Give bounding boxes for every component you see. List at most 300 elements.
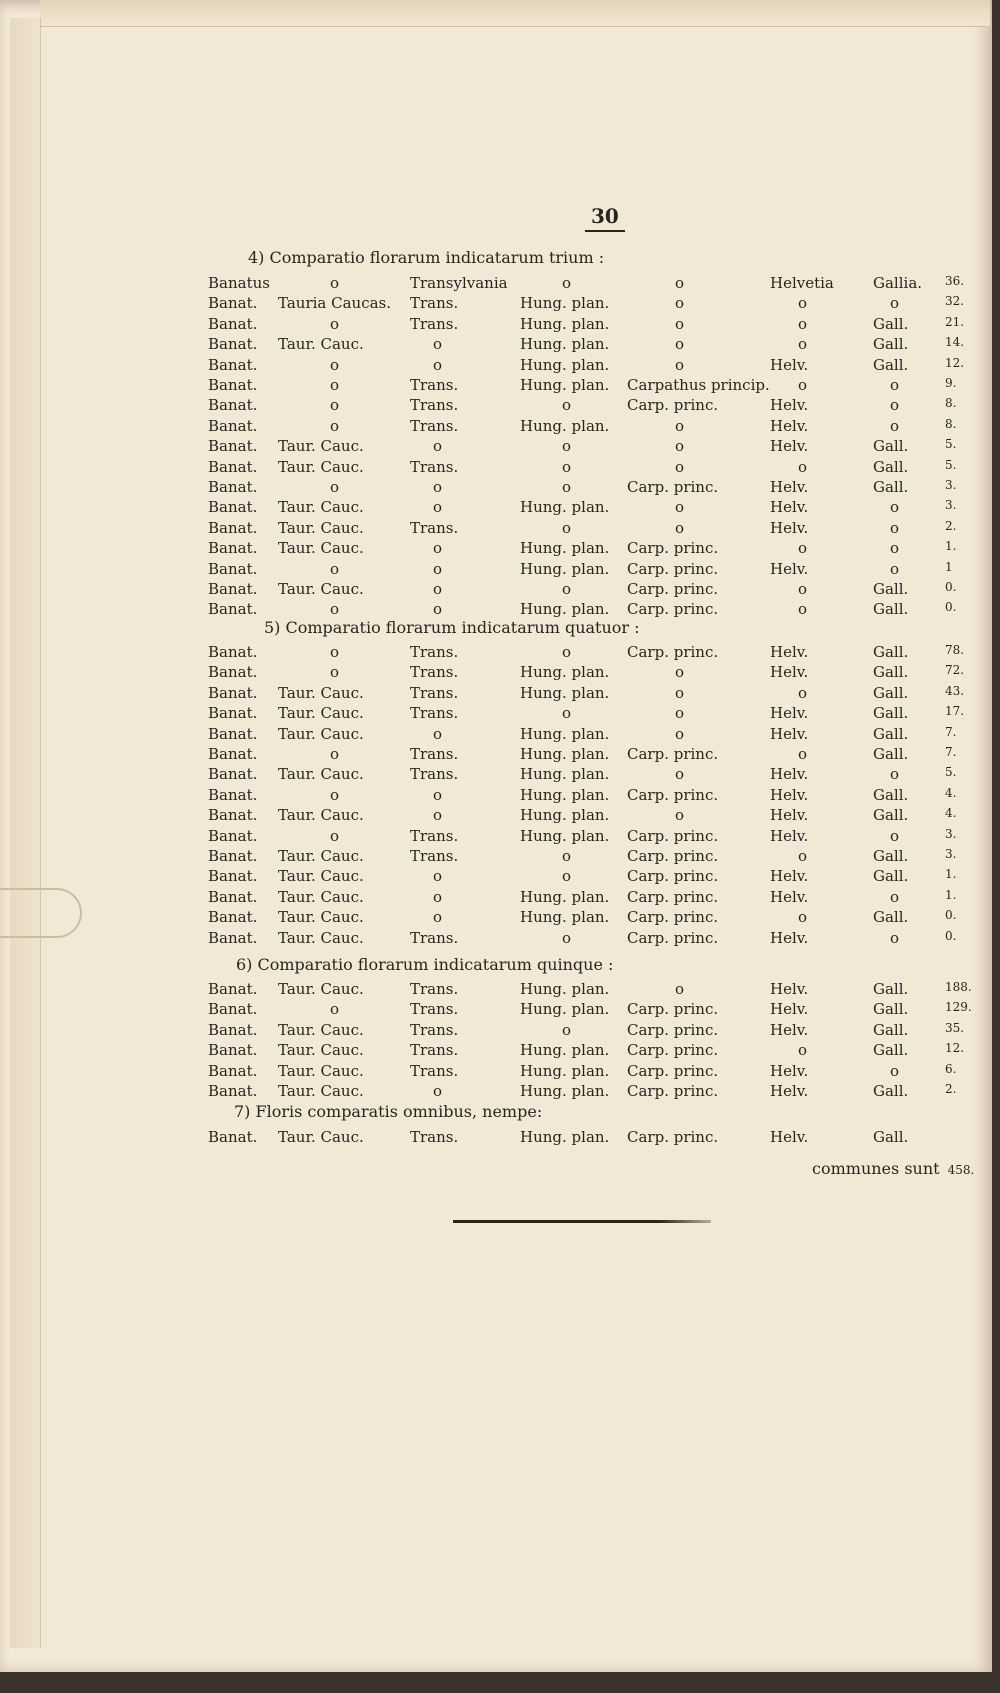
flora-cell: o	[675, 518, 685, 537]
flora-cell: Banat.	[208, 663, 258, 682]
flora-cell: Banat.	[208, 867, 258, 886]
count-cell: 12.	[945, 1041, 965, 1056]
flora-cell: Gall.	[873, 847, 909, 865]
table-row	[0, 356, 1000, 376]
table-row	[0, 294, 1000, 314]
flora-cell: Banat.	[208, 1020, 258, 1039]
flora-cell: o	[330, 600, 340, 619]
table-row	[0, 980, 1000, 1000]
flora-cell: Banat.	[208, 355, 258, 374]
flora-cell: Hung. plan.	[520, 785, 610, 804]
count-cell: 4.	[945, 806, 957, 821]
flora-cell: Trans.	[410, 826, 459, 845]
total-value: 458.	[947, 1163, 975, 1177]
table-row	[0, 1021, 1000, 1041]
table-row	[0, 786, 1000, 806]
flora-cell: o	[798, 908, 808, 927]
flora-cell: o	[675, 294, 685, 313]
flora-cell: Carp. princ.	[627, 1041, 719, 1060]
flora-cell: Trans.	[410, 683, 459, 702]
flora-cell: Hung. plan.	[520, 683, 610, 702]
count-cell: 43.	[945, 683, 965, 698]
flora-cell: Hung. plan.	[520, 663, 610, 682]
flora-cell: Trans.	[410, 704, 459, 723]
table-row	[0, 847, 1000, 867]
flora-cell: Carp. princ.	[627, 559, 719, 578]
flora-cell: Gall.	[873, 806, 909, 825]
flora-cell: Trans.	[410, 765, 459, 784]
count-cell: 2.	[945, 1082, 957, 1096]
flora-cell: Banat.	[208, 887, 258, 906]
flora-cell: Taur. Cauc.	[278, 1082, 364, 1100]
flora-cell: Taur. Cauc.	[278, 1041, 364, 1060]
flora-cell: Hung. plan.	[520, 887, 610, 906]
flora-cell: o	[890, 826, 900, 845]
flora-cell: Hung. plan.	[520, 355, 610, 374]
count-cell: 3.	[945, 826, 957, 841]
flora-cell: Trans.	[410, 663, 459, 682]
count-cell: 5.	[945, 765, 957, 780]
table-row	[0, 888, 1000, 908]
flora-cell: o	[433, 785, 443, 804]
count-cell: 36.	[945, 274, 965, 288]
flora-cell: o	[890, 928, 900, 947]
flora-cell: o	[562, 580, 572, 598]
flora-cell: Taur. Cauc.	[278, 908, 364, 927]
count-cell: 1	[945, 559, 953, 574]
flora-cell: o	[330, 1000, 340, 1019]
flora-cell: Gall.	[873, 683, 909, 702]
flora-cell: o	[330, 314, 340, 333]
count-cell: 12.	[945, 355, 965, 370]
table-row	[0, 867, 1000, 887]
flora-cell: Banat.	[208, 683, 258, 702]
flora-cell: o	[675, 724, 685, 743]
flora-cell: Carp. princ.	[627, 580, 719, 598]
count-cell: 21.	[945, 314, 965, 329]
flora-cell: Trans.	[410, 1041, 459, 1060]
flora-cell: Hung. plan.	[520, 1128, 610, 1146]
flora-cell: Carpathus princip.	[627, 376, 770, 394]
flora-cell: Banat.	[208, 437, 258, 456]
flora-cell: Banat.	[208, 847, 258, 865]
flora-cell: Trans.	[410, 980, 459, 998]
flora-cell: o	[562, 396, 572, 415]
flora-cell: o	[890, 294, 900, 313]
flora-cell: Gall.	[873, 724, 909, 743]
flora-cell: Hung. plan.	[520, 559, 610, 578]
flora-cell: o	[562, 437, 572, 456]
flora-cell: o	[798, 580, 808, 598]
table-row	[0, 417, 1000, 437]
table-row	[0, 663, 1000, 683]
flora-cell: Helv.	[770, 559, 809, 578]
flora-cell: o	[562, 847, 572, 865]
flora-cell: o	[433, 806, 443, 825]
flora-cell: Carp. princ.	[627, 847, 719, 865]
count-cell: 0.	[945, 600, 957, 615]
flora-cell: o	[675, 765, 685, 784]
table-row	[0, 560, 1000, 580]
count-cell: 78.	[945, 643, 965, 657]
flora-cell: Banat.	[208, 314, 258, 333]
flora-cell: Hung. plan.	[520, 294, 610, 313]
total-line	[812, 1159, 974, 1178]
flora-cell: Banat.	[208, 928, 258, 947]
flora-cell: Carp. princ.	[627, 643, 719, 661]
flora-cell: Trans.	[410, 457, 459, 476]
flora-cell: o	[330, 785, 340, 804]
flora-cell: o	[433, 539, 443, 558]
count-cell: 2.	[945, 518, 957, 533]
flora-cell: Hung. plan.	[520, 1041, 610, 1060]
flora-cell: Hung. plan.	[520, 314, 610, 333]
flora-cell: Trans.	[410, 928, 459, 947]
count-cell: 129.	[945, 1000, 972, 1015]
flora-cell: o	[330, 416, 340, 435]
flora-cell: Hung. plan.	[520, 724, 610, 743]
flora-cell: Gall.	[873, 335, 909, 354]
flora-cell: o	[433, 600, 443, 619]
table-row	[0, 704, 1000, 724]
flora-cell: Hung. plan.	[520, 908, 610, 927]
flora-cell: Carp. princ.	[627, 1082, 719, 1100]
flora-cell: Helv.	[770, 867, 809, 886]
count-cell: 6.	[945, 1061, 957, 1076]
flora-cell: Banat.	[208, 765, 258, 784]
flora-cell: o	[330, 826, 340, 845]
flora-cell: Taur. Cauc.	[278, 765, 364, 784]
flora-cell: Trans.	[410, 1128, 459, 1146]
table-row	[0, 335, 1000, 355]
flora-cell: o	[330, 355, 340, 374]
flora-cell: Banat.	[208, 335, 258, 354]
table-row	[0, 1128, 1000, 1148]
flora-cell: Banat.	[208, 294, 258, 313]
flora-cell: Carp. princ.	[627, 745, 719, 763]
flora-cell: Taur. Cauc.	[278, 724, 364, 743]
flora-cell: Gall.	[873, 314, 909, 333]
count-cell: 17.	[945, 704, 965, 719]
flora-cell: Gall.	[873, 1000, 909, 1019]
table-row	[0, 745, 1000, 765]
flora-cell: Carp. princ.	[627, 908, 719, 927]
flora-cell: Gall.	[873, 745, 909, 763]
table-row	[0, 396, 1000, 416]
flora-cell: o	[433, 887, 443, 906]
table-row	[0, 1000, 1000, 1020]
flora-cell: o	[562, 643, 572, 661]
table-row	[0, 765, 1000, 785]
flora-cell: o	[562, 928, 572, 947]
flora-cell: Hung. plan.	[520, 600, 610, 619]
count-cell: 3.	[945, 478, 957, 492]
closing-rule	[453, 1220, 711, 1223]
flora-cell: Taur. Cauc.	[278, 1061, 364, 1080]
flora-cell: Hung. plan.	[520, 980, 610, 998]
flora-cell: o	[330, 478, 340, 496]
total-label: communes sunt	[812, 1159, 940, 1178]
table-row	[0, 806, 1000, 826]
table-row	[0, 827, 1000, 847]
flora-cell: Gall.	[873, 457, 909, 476]
flora-cell: Gall.	[873, 580, 909, 598]
table-row	[0, 498, 1000, 518]
table-row	[0, 1062, 1000, 1082]
count-cell: 5.	[945, 457, 957, 472]
flora-cell: Gall.	[873, 908, 909, 927]
flora-cell: Helv.	[770, 1020, 809, 1039]
flora-cell: o	[433, 355, 443, 374]
flora-cell: Banat.	[208, 376, 258, 394]
flora-cell: Gallia.	[873, 274, 923, 292]
flora-cell: Carp. princ.	[627, 928, 719, 947]
flora-cell: Hung. plan.	[520, 539, 610, 558]
flora-cell: Hung. plan.	[520, 376, 610, 394]
flora-cell: o	[798, 457, 808, 476]
flora-cell: Banat.	[208, 724, 258, 743]
flora-cell: o	[562, 478, 572, 496]
flora-cell: Helv.	[770, 1000, 809, 1019]
flora-cell: Helv.	[770, 980, 809, 998]
flora-cell: Trans.	[410, 416, 459, 435]
flora-cell: Banat.	[208, 785, 258, 804]
flora-cell: o	[330, 745, 340, 763]
flora-cell: o	[433, 437, 443, 456]
flora-cell: o	[675, 683, 685, 702]
table-row	[0, 580, 1000, 600]
count-cell: 1.	[945, 887, 957, 902]
flora-cell: o	[675, 355, 685, 374]
flora-cell: o	[675, 704, 685, 723]
flora-cell: Banat.	[208, 1082, 258, 1100]
flora-cell: o	[798, 335, 808, 354]
flora-cell: o	[890, 376, 900, 394]
section-heading: 6) Comparatio florarum indicatarum quinque :	[236, 955, 614, 974]
flora-cell: o	[675, 437, 685, 456]
flora-cell: Carp. princ.	[627, 539, 719, 558]
table-row	[0, 437, 1000, 457]
flora-cell: Banat.	[208, 498, 258, 517]
section-heading: 5) Comparatio florarum indicatarum quatuor :	[264, 618, 640, 637]
flora-cell: Helv.	[770, 826, 809, 845]
table-row	[0, 643, 1000, 663]
flora-cell: Banat.	[208, 580, 258, 598]
table-row	[0, 1041, 1000, 1061]
flora-cell: Banat.	[208, 416, 258, 435]
flora-cell: Gall.	[873, 355, 909, 374]
flora-cell: o	[330, 643, 340, 661]
flora-cell: Banat.	[208, 1041, 258, 1060]
table-row	[0, 315, 1000, 335]
flora-cell: Helv.	[770, 478, 809, 496]
flora-cell: o	[798, 539, 808, 558]
flora-cell: Carp. princ.	[627, 478, 719, 496]
flora-cell: o	[433, 559, 443, 578]
flora-cell: Banat.	[208, 1128, 258, 1146]
flora-cell: Trans.	[410, 376, 459, 394]
flora-cell: Helv.	[770, 887, 809, 906]
flora-cell: Banat.	[208, 478, 258, 496]
flora-cell: Carp. princ.	[627, 785, 719, 804]
flora-cell: Trans.	[410, 314, 459, 333]
flora-cell: Trans.	[410, 1020, 459, 1039]
count-cell: 1.	[945, 539, 957, 554]
page-top-edge	[40, 0, 990, 27]
flora-cell: o	[433, 908, 443, 927]
flora-cell: Helv.	[770, 928, 809, 947]
flora-cell: o	[675, 274, 685, 292]
flora-cell: Gall.	[873, 704, 909, 723]
table-row	[0, 1082, 1000, 1102]
flora-cell: Taur. Cauc.	[278, 1128, 364, 1146]
flora-cell: Hung. plan.	[520, 765, 610, 784]
flora-cell: Gall.	[873, 980, 909, 998]
flora-cell: o	[890, 416, 900, 435]
flora-cell: o	[890, 1061, 900, 1080]
flora-cell: Taur. Cauc.	[278, 704, 364, 723]
flora-cell: Taur. Cauc.	[278, 539, 364, 558]
flora-cell: o	[675, 980, 685, 998]
flora-cell: o	[330, 559, 340, 578]
flora-cell: Helv.	[770, 518, 809, 537]
flora-cell: Banat.	[208, 643, 258, 661]
flora-cell: Trans.	[410, 518, 459, 537]
table-row	[0, 478, 1000, 498]
flora-cell: o	[798, 314, 808, 333]
table-row	[0, 725, 1000, 745]
flora-cell: o	[562, 274, 572, 292]
count-cell: 35.	[945, 1020, 965, 1035]
flora-cell: Helv.	[770, 498, 809, 517]
flora-cell: o	[330, 663, 340, 682]
flora-cell: Trans.	[410, 643, 459, 661]
flora-cell: Trans.	[410, 396, 459, 415]
flora-cell: o	[890, 518, 900, 537]
flora-cell: Hung. plan.	[520, 416, 610, 435]
flora-cell: Carp. princ.	[627, 600, 719, 619]
count-cell: 7.	[945, 745, 957, 759]
flora-cell: o	[675, 314, 685, 333]
flora-cell: o	[675, 498, 685, 517]
flora-cell: Hung. plan.	[520, 1000, 610, 1019]
flora-cell: o	[675, 663, 685, 682]
flora-cell: Taur. Cauc.	[278, 457, 364, 476]
flora-cell: Banatus	[208, 274, 270, 292]
flora-cell: Gall.	[873, 1041, 909, 1060]
flora-cell: Taur. Cauc.	[278, 437, 364, 456]
flora-cell: Helv.	[770, 785, 809, 804]
page-number: 30	[585, 204, 625, 232]
flora-cell: o	[798, 1041, 808, 1060]
count-cell: 8.	[945, 396, 957, 411]
flora-cell: Taur. Cauc.	[278, 806, 364, 825]
flora-cell: Carp. princ.	[627, 867, 719, 886]
flora-cell: Gall.	[873, 785, 909, 804]
flora-cell: o	[798, 683, 808, 702]
flora-cell: o	[798, 847, 808, 865]
flora-cell: Banat.	[208, 518, 258, 537]
flora-cell: Helv.	[770, 643, 809, 661]
flora-cell: Trans.	[410, 847, 459, 865]
flora-cell: Banat.	[208, 806, 258, 825]
flora-cell: o	[433, 1082, 443, 1100]
section-heading: 4) Comparatio florarum indicatarum trium :	[248, 248, 605, 267]
flora-cell: o	[890, 887, 900, 906]
count-cell: 3.	[945, 847, 957, 861]
flora-cell: Carp. princ.	[627, 826, 719, 845]
flora-cell: o	[330, 376, 340, 394]
table-row	[0, 519, 1000, 539]
flora-cell: Helv.	[770, 806, 809, 825]
flora-cell: Hung. plan.	[520, 826, 610, 845]
flora-cell: o	[798, 294, 808, 313]
flora-cell: Trans.	[410, 745, 459, 763]
flora-cell: Taur. Cauc.	[278, 980, 364, 998]
flora-cell: Taur. Cauc.	[278, 1020, 364, 1039]
flora-cell: o	[562, 457, 572, 476]
flora-cell: Carp. princ.	[627, 1061, 719, 1080]
count-cell: 14.	[945, 335, 965, 350]
flora-cell: o	[798, 745, 808, 763]
flora-cell: o	[890, 539, 900, 558]
flora-cell: Helvetia	[770, 274, 834, 292]
table-row	[0, 539, 1000, 559]
flora-cell: Gall.	[873, 600, 909, 619]
count-cell: 1.	[945, 867, 957, 882]
flora-cell: o	[675, 335, 685, 354]
flora-cell: Helv.	[770, 437, 809, 456]
flora-cell: o	[675, 416, 685, 435]
flora-cell: Gall.	[873, 437, 909, 456]
flora-cell: Banat.	[208, 908, 258, 927]
flora-cell: Banat.	[208, 559, 258, 578]
table-row	[0, 376, 1000, 396]
flora-cell: Banat.	[208, 980, 258, 998]
flora-cell: Hung. plan.	[520, 498, 610, 517]
flora-cell: Gall.	[873, 1128, 909, 1146]
count-cell: 5.	[945, 437, 957, 452]
flora-cell: Carp. princ.	[627, 396, 719, 415]
flora-cell: o	[675, 457, 685, 476]
count-cell: 4.	[945, 785, 957, 800]
flora-cell: Helv.	[770, 1128, 809, 1146]
count-cell: 8.	[945, 416, 957, 431]
count-cell: 32.	[945, 294, 965, 309]
flora-cell: Trans.	[410, 1000, 459, 1019]
count-cell: 0.	[945, 908, 957, 923]
flora-cell: Banat.	[208, 745, 258, 763]
count-cell: 72.	[945, 663, 965, 678]
flora-cell: Gall.	[873, 1020, 909, 1039]
flora-cell: o	[330, 274, 340, 292]
flora-cell: Taur. Cauc.	[278, 335, 364, 354]
table-row	[0, 908, 1000, 928]
flora-cell: Gall.	[873, 643, 909, 661]
flora-cell: Helv.	[770, 355, 809, 374]
flora-cell: Helv.	[770, 396, 809, 415]
flora-cell: o	[890, 559, 900, 578]
section-heading: 7) Floris comparatis omnibus, nempe:	[234, 1102, 543, 1121]
count-cell: 7.	[945, 724, 957, 739]
flora-cell: Banat.	[208, 1061, 258, 1080]
flora-cell: Tauria Caucas.	[278, 294, 392, 313]
flora-cell: Helv.	[770, 704, 809, 723]
flora-cell: Hung. plan.	[520, 745, 610, 763]
flora-cell: o	[433, 724, 443, 743]
flora-cell: o	[890, 396, 900, 415]
flora-cell: Helv.	[770, 1061, 809, 1080]
